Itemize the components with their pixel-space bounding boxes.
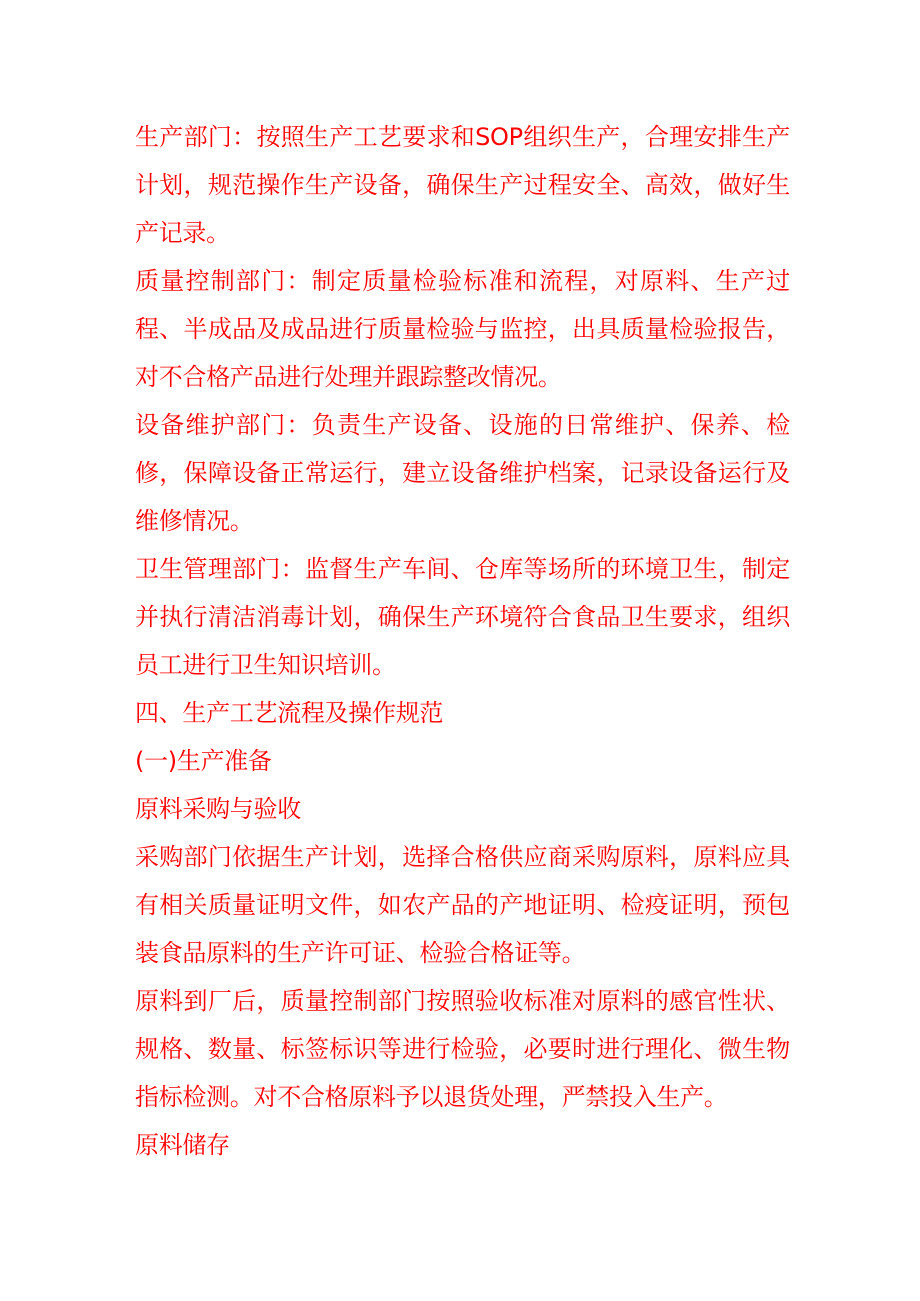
paragraph-incoming-inspection: 原料到厂后，质量控制部门按照验收标准对原料的感官性状、规格、数量、标签标识等进行检验，必要时进行理化、微生物指标检测。对不合格原料予以退货处理，严禁投入生产。	[135, 987, 790, 1111]
paragraph-hygiene-management-dept: 卫生管理部门：监督生产车间、仓库等场所的环境卫生，制定并执行清洁消毒计划，确保生产环境符合食品卫生要求，组织员工进行卫生知识培训。	[135, 555, 790, 679]
paragraph-equipment-maintenance-dept: 设备维护部门：负责生产设备、设施的日常维护、保养、检修，保障设备正常运行，建立设备维护档案，记录设备运行及维修情况。	[135, 411, 790, 535]
subsection-heading-production-prep: (一)生产准备	[135, 747, 272, 775]
paragraph-production-dept: 生产部门：按照生产工艺要求和SOP组织生产，合理安排生产计划，规范操作生产设备，确保生产过程安全、高效，做好生产记录。	[135, 123, 790, 247]
item-heading-raw-material-purchase: 原料采购与验收	[135, 795, 301, 823]
document-body	[135, 113, 790, 1169]
section-heading-process-flow: 四、生产工艺流程及操作规范	[135, 699, 444, 727]
item-heading-raw-material-storage: 原料储存	[135, 1131, 230, 1159]
paragraph-quality-control-dept: 质量控制部门：制定质量检验标准和流程，对原料、生产过程、半成品及成品进行质量检验与监控，出具质量检验报告，对不合格产品进行处理并跟踪整改情况。	[135, 267, 790, 391]
paragraph-purchase-requirements: 采购部门依据生产计划，选择合格供应商采购原料，原料应具有相关质量证明文件，如农产品的产地证明、检疫证明，预包装食品原料的生产许可证、检验合格证等。	[135, 843, 790, 967]
